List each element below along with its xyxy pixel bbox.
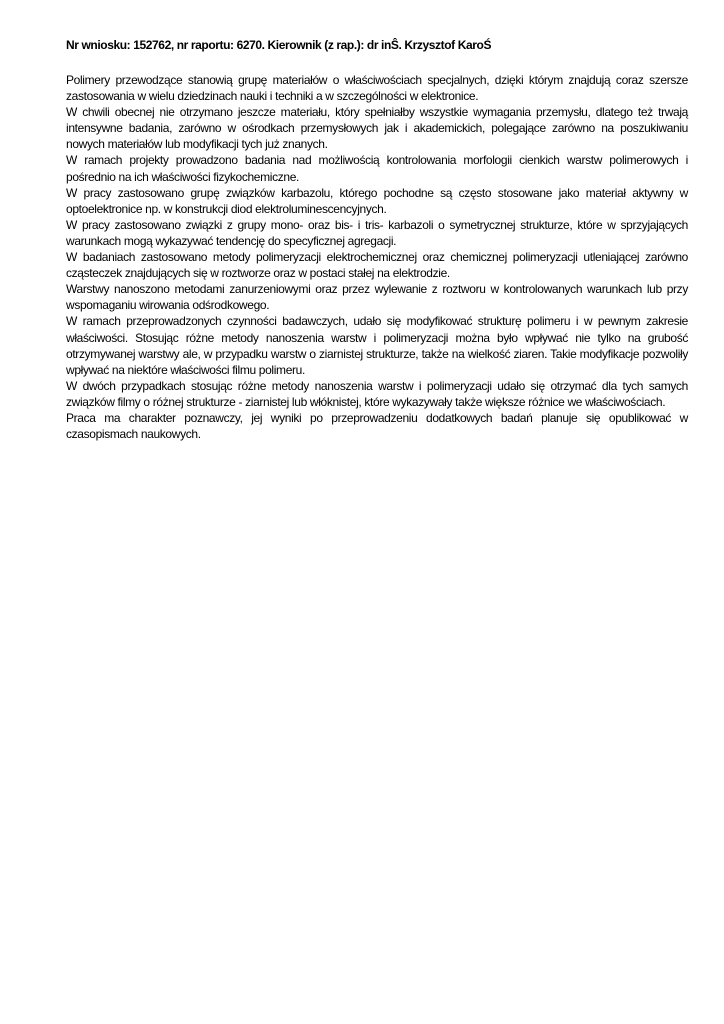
report-body: [66, 72, 688, 442]
paragraph-9: W dwóch przypadkach stosując różne metody nanoszenia warstw i polimeryzacji udało się otrzymać dla tych samych związków filmy o różnej strukturze - ziarnistej lub włóknistej, które wykazywały także większe różnice we właściwościach.: [66, 378, 688, 409]
paragraph-4: W pracy zastosowano grupę związków karbazolu, którego pochodne są często stosowane jako materiał aktywny w optoelektronice np. w konstrukcji diod elektroluminescencyjnych.: [66, 185, 688, 216]
paragraph-7: Warstwy nanoszono metodami zanurzeniowymi oraz przez wylewanie z roztworu w kontrolowanych warunkach lub przy wspomaganiu wirowania odśrodkowego.: [66, 282, 688, 313]
paragraph-5: W pracy zastosowano związki z grupy mono- oraz bis- i tris- karbazoli o symetrycznej strukturze, które w sprzyjających warunkach mogą wykazywać tendencję do specyficznej agregacji.: [66, 217, 688, 248]
paragraph-2: W chwili obecnej nie otrzymano jeszcze materiału, który spełniałby wszystkie wymagania przemysłu, dlatego też trwają intensywne badania, zarówno w ośrodkach przemysłowych jak i akademickich, polegające zarówno na poszukiwaniu nowych materiałów lub modyfikacji tych już znanych.: [66, 105, 688, 152]
paragraph-8: W ramach przeprowadzonych czynności badawczych, udało się modyfikować strukturę polimeru i w pewnym zakresie właściwości. Stosując różne metody nanoszenia warstw i polimeryzacji można było wpływać nie tylko na grubość otrzymywanej warstwy ale, w przypadku warstw o ziarnistej strukturze, także na wielkość ziaren. Takie modyfikacje pozwoliły wpływać na niektóre właściwości filmu polimeru.: [66, 314, 688, 377]
paragraph-1: Polimery przewodzące stanowią grupę materiałów o właściwościach specjalnych, dzięki którym znajdują coraz szersze zastosowania w wielu dziedzinach nauki i techniki a w szczególności w elektronice.: [66, 73, 688, 104]
paragraph-10: Praca ma charakter poznawczy, jej wyniki po przeprowadzeniu dodatkowych badań planuje się opublikować w czasopismach naukowych.: [66, 410, 688, 442]
document-page: [66, 36, 688, 442]
paragraph-6: W badaniach zastosowano metody polimeryzacji elektrochemicznej oraz chemicznej polimeryzacji utleniającej zarówno cząsteczek znajdujących się w roztworze oraz w postaci stałej na elektrodzie.: [66, 250, 688, 281]
paragraph-3: W ramach projekty prowadzono badania nad możliwością kontrolowania morfologii cienkich warstw polimerowych i pośrednio na ich właściwości fizykochemiczne.: [66, 153, 688, 184]
report-header: Nr wniosku: 152762, nr raportu: 6270. Kierownik (z rap.): dr inŜ. Krzysztof KaroŚ: [66, 38, 492, 52]
